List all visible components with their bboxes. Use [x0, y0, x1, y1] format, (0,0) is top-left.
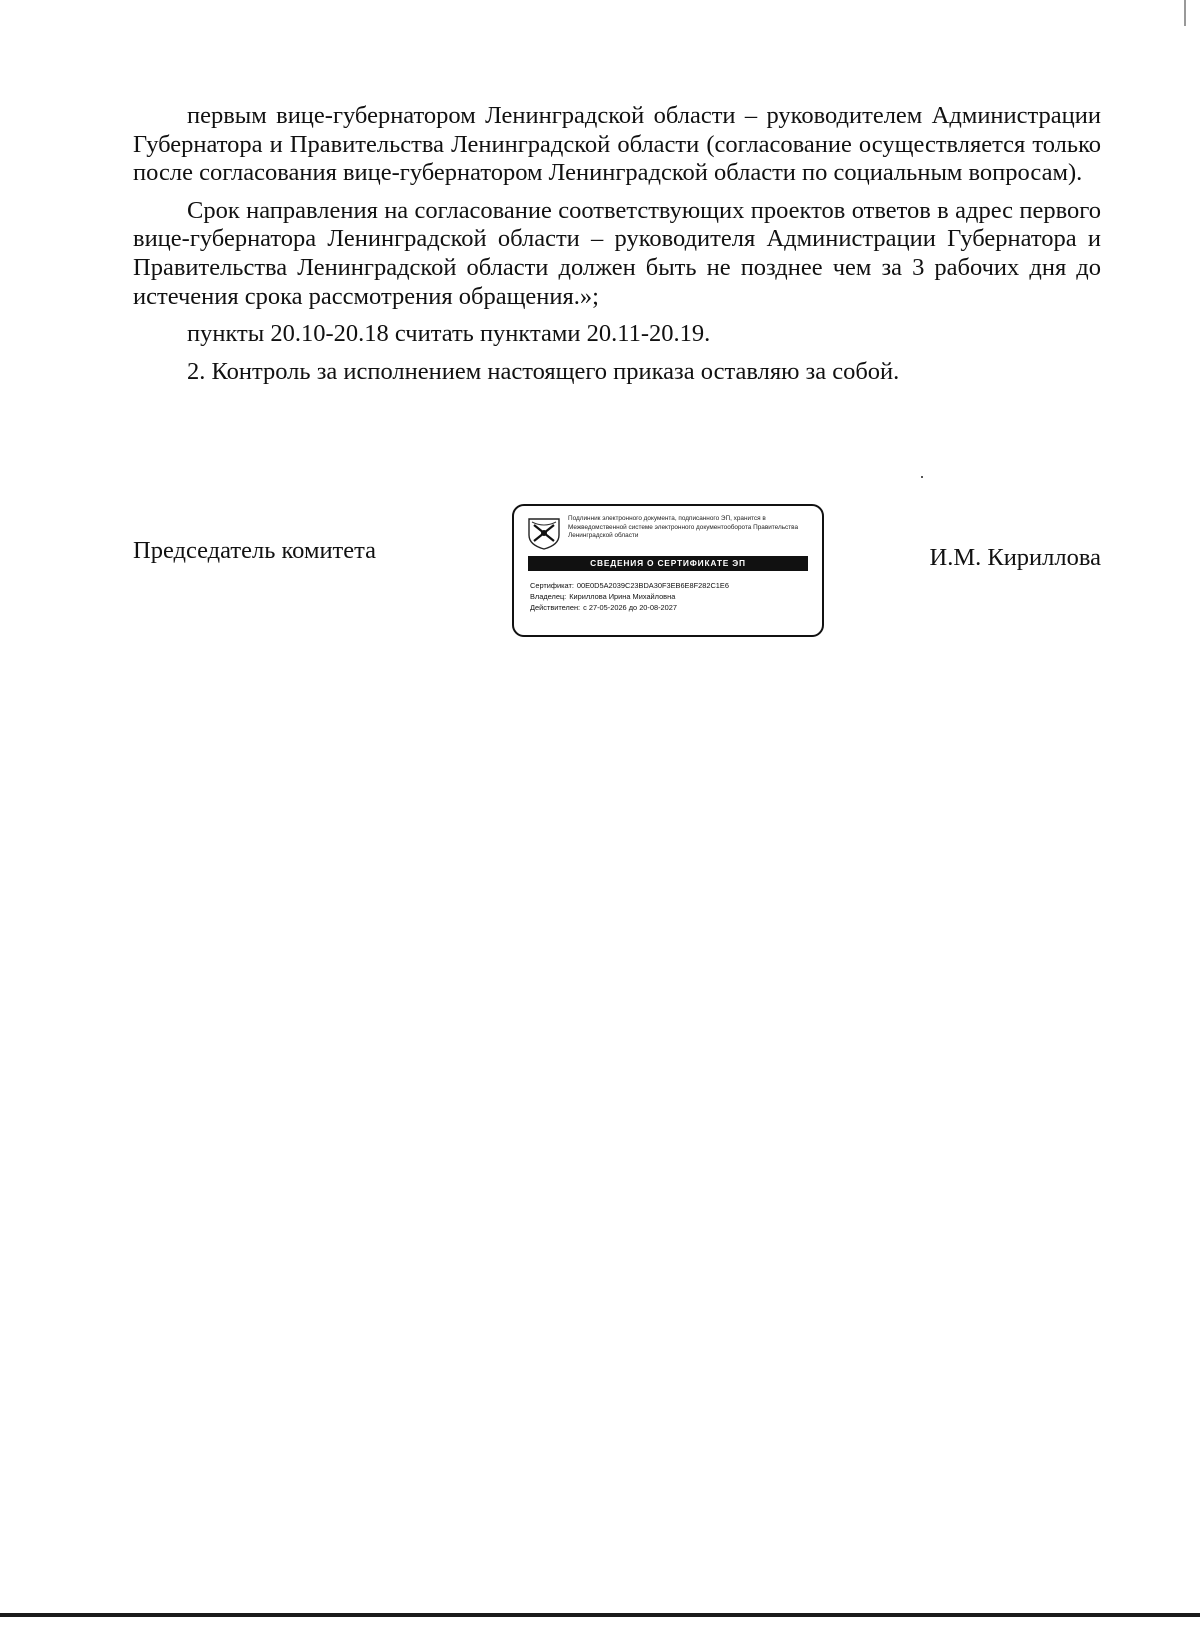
scan-edge-mark — [1184, 0, 1186, 26]
paragraph-deadline: Срок направления на согласование соответствующих проектов ответов в адрес первого вице-губернатора Ленинградской области – руководителя Администрации Губернатора и Правительства Ленинградской области должен быть не позднее чем за 3 рабочих дня до истечения срока рассмотрения обращения.»; — [133, 196, 1101, 310]
certificate-value: 00E0D5A2039C23BDA30F3EB6E8F282C1E6 — [576, 581, 729, 590]
stamp-owner-line — [530, 591, 815, 602]
electronic-signature-stamp — [512, 504, 824, 637]
owner-label: Владелец: — [530, 592, 567, 601]
document-body — [133, 102, 1101, 386]
stamp-details — [530, 580, 815, 613]
stamp-certificate-line — [530, 580, 815, 591]
validity-label: Действителен: — [530, 603, 581, 612]
paragraph-renumbering: пункты 20.10-20.18 считать пунктами 20.11-20.19. — [187, 320, 711, 348]
stamp-validity-line — [530, 602, 815, 613]
stamp-header-text: Подлинник электронного документа, подписанного ЭП, хранится в Межведомственной системе электронного документооборота Правительства Ленинградской области — [568, 515, 799, 540]
coat-of-arms-icon — [526, 516, 562, 550]
validity-value: с 27-05-2026 до 20-08-2027 — [583, 603, 677, 612]
paragraph-control: 2. Контроль за исполнением настоящего приказа оставляю за собой. — [187, 357, 900, 385]
signer-name: И.М. Кириллова — [929, 544, 1101, 571]
stamp-certificate-band: СВЕДЕНИЯ О СЕРТИФИКАТЕ ЭП — [528, 556, 808, 571]
signature-block — [133, 504, 1101, 644]
certificate-label: Сертификат: — [530, 581, 574, 590]
signer-position: Председатель комитета — [133, 537, 377, 564]
page-bottom-rule — [0, 1613, 1200, 1617]
paragraph-approval-condition: первым вице-губернатором Ленинградской области – руководителем Администрации Губернатора и Правительства Ленинградской области (согласование осуществляется только после согласования вице-губернатором Ленинградской области по социальным вопросам). — [133, 102, 1101, 187]
scan-speck — [921, 476, 923, 478]
owner-value: Кириллова Ирина Михайловна — [569, 592, 676, 601]
